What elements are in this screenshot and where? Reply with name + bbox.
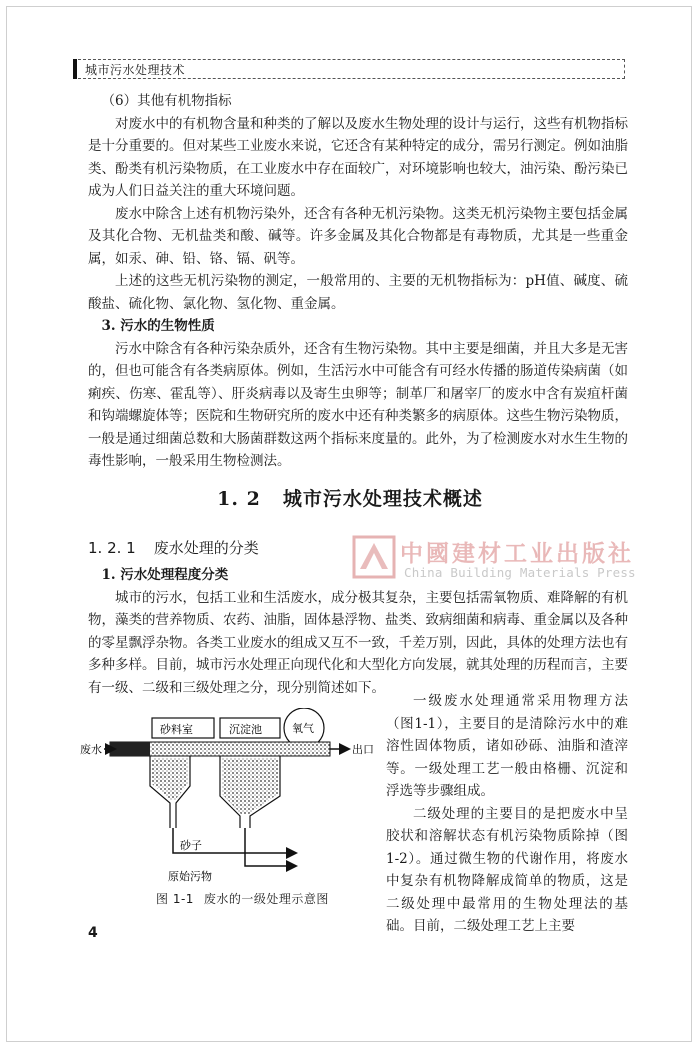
label-sand: 砂子: [180, 839, 202, 852]
label-sludge: 原始污物: [168, 870, 212, 883]
heading-treatment-level: 1. 污水处理程度分类: [101, 567, 229, 583]
figure-caption-text: 废水的一级处理示意图: [203, 892, 329, 906]
figure-number: 图 1-1: [156, 892, 194, 906]
running-head: [73, 59, 625, 79]
section-heading: [0, 484, 700, 511]
subsection-number: 1. 2. 1: [88, 539, 136, 557]
label-outlet: 出口: [352, 743, 374, 756]
watermark-chinese: 中國建材工业出版社: [400, 540, 634, 567]
subsection-heading: [88, 537, 259, 558]
section-number: 1. 2: [217, 488, 261, 510]
primary-treatment-diagram: [80, 708, 380, 888]
sludge-outflow-line: [245, 828, 295, 866]
watermark-english: China Building Materials Press: [404, 565, 636, 580]
paragraph: 对废水中的有机物含量和种类的了解以及废水生物处理的设计与运行，这些有机物指标是十分重要的。但对某些工业废水来说，它还含有某种特定的成分，需另行测定。例如油脂类、酚类有机污染物质，在工业废水中存在面较广，对环境影响也较大，油污染、酚污染已成为人们日益关注的重大环境问题。: [88, 115, 628, 199]
subsection-title: 废水处理的分类: [153, 539, 259, 557]
book-title: 城市污水处理技术: [85, 63, 186, 77]
running-head-bar: [73, 59, 77, 79]
heading-biological-properties: 3. 污水的生物性质: [101, 318, 215, 334]
page-number: 4: [88, 925, 98, 941]
figure-caption: [156, 890, 329, 907]
label-oxygen: 氧气: [292, 722, 314, 735]
right-column-text: [386, 690, 628, 938]
label-settling-tank: 沉淀池: [229, 723, 262, 736]
paragraph: 废水中除含上述有机物污染外，还含有各种无机污染物。这类无机污染物主要包括金属及其化合物、无机盐类和酸、碱等。许多金属及其化合物都是有毒物质，尤其是一些重金属，如汞、砷、铅、铬、镉、矾等。: [88, 205, 628, 267]
top-text-block: [88, 90, 628, 473]
paragraph: 一级废水处理通常采用物理方法（图1-1），主要目的是清除污水中的难溶性固体物质，诸如砂砾、油脂和渣滓等。一级处理工艺一般由格栅、沉淀和浮选等步骤组成。: [386, 693, 628, 799]
paragraph: 污水中除含有各种污染杂质外，还含有生物污染物。其中主要是细菌，并且大多是无害的，但也可能含有各类病原体。例如，生活污水中可能含有可经水传播的肠道传染病菌（如痢疾、伤寒、霍乱等）、肝炎病毒以及寄生虫卵等；制革厂和屠宰厂的废水中含有炭疽杆菌和钩端螺旋体等；医院和生物研究所的废水中还有种类繁多的病原体。这些生物污染物质，一般是通过细菌总数和大肠菌群数这两个指标来度量的。此外，为了检测废水对水生生物的毒性影响，一般采用生物检测法。: [88, 340, 628, 469]
label-inlet: 废水: [80, 743, 102, 756]
classification-text-block: [88, 564, 628, 699]
section-title: 城市污水处理技术概述: [282, 488, 483, 510]
inlet-pipe: [110, 742, 150, 756]
grit-fill: [152, 758, 188, 800]
heading-other-organic-indicators: （6）其他有机物指标: [101, 93, 232, 109]
paragraph: 上述的这些无机污染物的测定，一般常用的、主要的无机物指标为：pH值、碱度、硫酸盐、硫化物、氯化物、氢化物、重金属。: [88, 273, 628, 312]
paragraph: 城市的污水，包括工业和生活废水，成分极其复杂，主要包括需氧物质、难降解的有机物，藻类的营养物质、农药、油脂，固体悬浮物、盐类、致病细菌和病毒、重金属以及各种的零星飘浮杂物。各类工业废水的组成又互不一致，千差万别，因此，具体的处理方法也有多种多样。目前，城市污水处理正向现代化和大型化方向发展，就其处理的历程而言，主要有一级、二级和三级处理之分，现分别简述如下。: [88, 589, 628, 696]
figure-primary-treatment: [80, 708, 380, 918]
label-sand-room: 砂料室: [160, 723, 193, 736]
paragraph: 二级处理的主要目的是把废水中呈胶状和溶解状态有机污染物质除掉（图1-2）。通过微生物的代谢作用，将废水中复杂有机物降解成简单的物质，这是二级处理中最常用的生物处理法的基础。目前，二级处理工艺上主要: [386, 805, 628, 934]
